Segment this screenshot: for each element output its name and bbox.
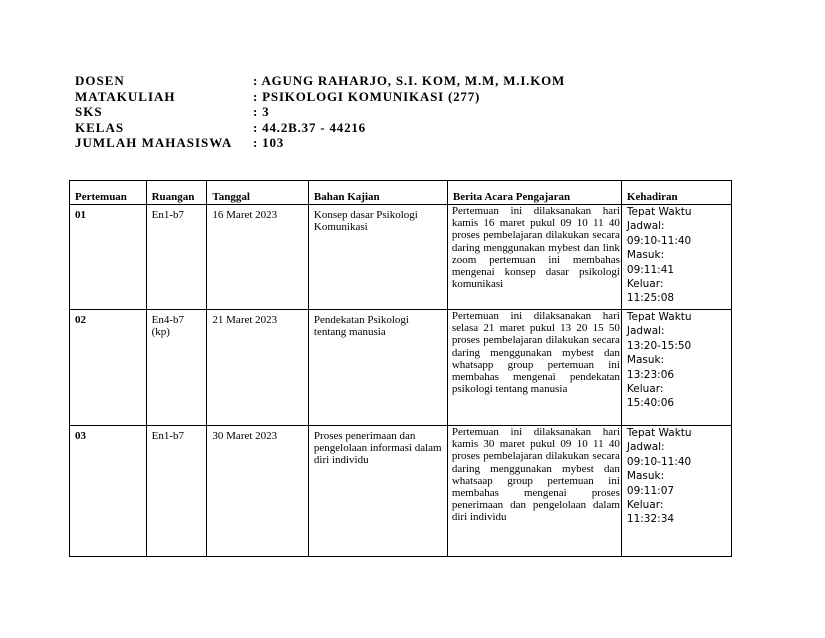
cell-pertemuan: 02	[70, 310, 147, 426]
dosen-value: : AGUNG RAHARJO, S.I. KOM, M.M, M.I.KOM	[253, 73, 566, 88]
table-row	[70, 205, 732, 310]
masuk-value: 13:23:06	[626, 368, 675, 381]
cell-pertemuan: 03	[70, 426, 147, 557]
masuk-value: 09:11:41	[626, 263, 675, 276]
cell-ruangan: En1-b7	[146, 205, 207, 310]
jadwal-value: 13:20-15:50	[626, 339, 692, 352]
masuk-label: Masuk:	[626, 470, 665, 483]
matakuliah-value: : PSIKOLOGI KOMUNIKASI (277)	[253, 88, 481, 104]
jadwal-value: 09:10-11:40	[626, 234, 692, 247]
masuk-label: Masuk:	[626, 249, 665, 262]
kehadiran-status: Tepat Waktu	[626, 311, 692, 323]
header-bahan-kajian: Bahan Kajian	[308, 181, 447, 205]
header-ruangan: Ruangan	[146, 181, 207, 205]
cell-ruangan: En1-b7	[146, 426, 207, 557]
header-row-matakuliah	[75, 89, 565, 105]
jumlah-mahasiswa-value: : 103	[253, 135, 285, 150]
cell-tanggal: 21 Maret 2023	[207, 310, 309, 426]
cell-ruangan: En4-b7 (kp)	[146, 310, 207, 426]
kehadiran-status: Tepat Waktu	[626, 427, 692, 439]
cell-berita-acara: Pertemuan ini dilaksanakan hari selasa 21 maret pukul 13 20 15 50 proses pembelajaran dilakukan secara daring menggunakan mybest dan whatsapp group pertemuan ini membahas mengenai pendekatan psikologi tentang manusia	[447, 310, 621, 426]
cell-kehadiran	[621, 426, 731, 557]
table-row	[70, 426, 732, 557]
header-tanggal: Tanggal	[207, 181, 309, 205]
header-pertemuan: Pertemuan	[70, 181, 147, 205]
cell-tanggal: 16 Maret 2023	[207, 205, 309, 310]
jadwal-label: Jadwal:	[626, 441, 665, 454]
masuk-value: 09:11:07	[626, 484, 675, 497]
cell-kehadiran	[621, 310, 731, 426]
cell-berita-acara: Pertemuan ini dilaksanakan hari kamis 30 maret pukul 09 10 11 40 proses pembelajaran dilakukan secara daring menggunakan mybest dan whatsaap group pertemuan ini membahas mengenai proses penerimaan dan pengelolaan dalam diri individu	[447, 426, 621, 557]
table-row	[70, 310, 732, 426]
header-row-jumlah	[75, 135, 565, 151]
header-kehadiran: Kehadiran	[621, 181, 731, 205]
jumlah-mahasiswa-label: JUMLAH MAHASISWA	[75, 135, 233, 150]
attendance-table	[69, 180, 732, 557]
masuk-label: Masuk:	[626, 354, 665, 367]
cell-berita-acara: Pertemuan ini dilaksanakan hari kamis 16 maret pukul 09 10 11 40 proses pembelajaran dilakukan secara daring menggunakan mybest dan link zoom pertemuan ini membahas mengenai konsep dasar psikologi komunikasi	[447, 205, 621, 310]
keluar-label: Keluar:	[626, 278, 664, 291]
header-row-sks	[75, 104, 565, 120]
kelas-label: KELAS	[75, 119, 125, 135]
jadwal-label: Jadwal:	[626, 325, 665, 338]
matakuliah-label: MATAKULIAH	[75, 88, 176, 104]
header-berita-acara: Berita Acara Pengajaran	[447, 181, 621, 205]
cell-bahan-kajian: Pendekatan Psikologi tentang manusia	[308, 310, 447, 426]
kelas-value: : 44.2B.37 - 44216	[253, 119, 366, 135]
keluar-label: Keluar:	[626, 499, 664, 512]
kehadiran-status: Tepat Waktu	[626, 206, 692, 218]
cell-pertemuan: 01	[70, 205, 147, 310]
cell-bahan-kajian: Proses penerimaan dan pengelolaan informasi dalam diri individu	[308, 426, 447, 557]
header-row-dosen	[75, 73, 565, 89]
sks-label: SKS	[75, 104, 103, 119]
sks-value: : 3	[253, 104, 270, 119]
keluar-value: 11:25:08	[626, 292, 675, 305]
table-header-row	[70, 181, 732, 205]
jadwal-value: 09:10-11:40	[626, 455, 692, 468]
cell-tanggal: 30 Maret 2023	[207, 426, 309, 557]
dosen-label: DOSEN	[75, 73, 125, 88]
keluar-value: 15:40:06	[626, 397, 675, 410]
header-row-kelas	[75, 120, 565, 136]
course-header	[75, 73, 565, 151]
keluar-label: Keluar:	[626, 383, 664, 396]
jadwal-label: Jadwal:	[626, 220, 665, 233]
keluar-value: 11:32:34	[626, 513, 675, 526]
cell-kehadiran	[621, 205, 731, 310]
cell-bahan-kajian: Konsep dasar Psikologi Komunikasi	[308, 205, 447, 310]
